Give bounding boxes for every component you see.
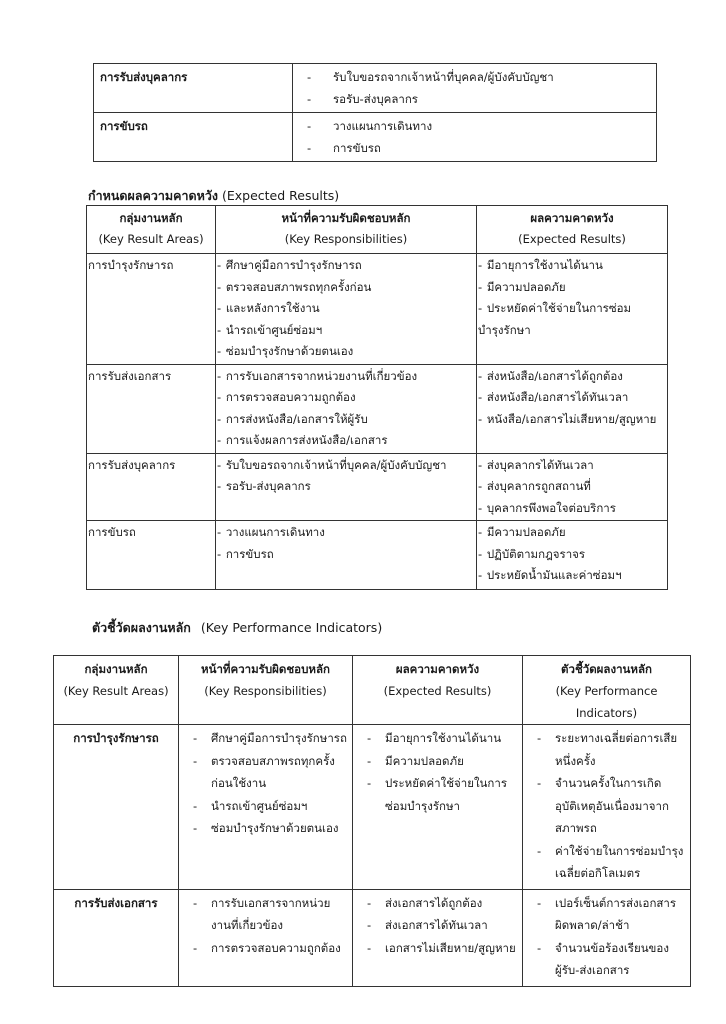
expected-results-cell <box>353 725 523 890</box>
list-item: - ค่าใช้จ่ายในการซ่อมบำรุงเฉลี่ยต่อกิโลเมตร <box>537 843 684 880</box>
list-item: - ส่งเอกสารได้ทันเวลา <box>367 918 488 932</box>
table-row <box>54 725 691 890</box>
list-item: - การแจ้งผลการส่งหนังสือ/เอกสาร <box>217 433 388 447</box>
responsibilities-cell <box>216 254 477 365</box>
list-item: - รอรับ-ส่งบุคลากร <box>217 479 311 493</box>
list-item: - ตรวจสอบสภาพรถทุกครั้งก่อนใช้งาน <box>193 753 335 790</box>
column-header-kpis: ตัวชี้วัดผลงานหลัก (Key Performance Indicators) <box>523 656 691 725</box>
kpi-cell <box>523 725 691 890</box>
responsibilities-cell <box>293 64 657 113</box>
list-item: - มีความปลอดภัย <box>367 753 464 768</box>
list-item: - วางแผนการเดินทาง <box>217 525 325 539</box>
expected-results-cell <box>353 889 523 986</box>
kpi-table <box>53 655 691 987</box>
list-item: - การขับรถ <box>217 546 274 561</box>
list-item: - ประหยัดค่าใช้จ่ายในการซ่อม <box>478 301 632 315</box>
kpi-cell <box>523 889 691 986</box>
expected-results-cell <box>477 453 668 521</box>
list-item: - ระยะทางเฉลี่ยต่อการเสียหนึ่งครั้ง <box>537 731 678 768</box>
table-row <box>87 521 668 590</box>
list-item: - ส่งหนังสือ/เอกสารได้ถูกต้อง <box>478 368 623 383</box>
list-item: - การตรวจสอบความถูกต้อง <box>217 390 356 404</box>
table-header-row <box>54 656 691 725</box>
list-item: - หนังสือ/เอกสารไม่เสียหาย/สูญหาย <box>478 411 657 426</box>
list-item: - ศึกษาคู่มือการบำรุงรักษารถ <box>217 258 362 272</box>
table-row <box>87 453 668 521</box>
column-header-expected-results: ผลความคาดหวัง (Expected Results) <box>353 656 523 725</box>
list-item: - และหลังการใช้งาน <box>217 301 320 315</box>
list-item: - ซ่อมบำรุงรักษาด้วยตนเอง <box>217 344 354 358</box>
responsibilities-cell <box>216 453 477 521</box>
list-item: - การส่งหนังสือ/เอกสารให้ผู้รับ <box>217 411 368 426</box>
responsibilities-cell <box>216 364 477 453</box>
list-item: - บุคลากรพึงพอใจต่อบริการ <box>478 500 616 515</box>
table-row <box>94 64 657 113</box>
expected-results-cell <box>477 254 668 365</box>
column-header-key-responsibilities: หน้าที่ความรับผิดชอบหลัก (Key Responsibilities) <box>216 206 477 254</box>
expected-results-cell <box>477 364 668 453</box>
key-result-area-cell: การบำรุงรักษารถ <box>54 725 179 890</box>
list-item: - ส่งบุคลากรได้ทันเวลา <box>478 457 594 472</box>
list-item: - ส่งบุคลากรถูกสถานที่ <box>478 479 591 493</box>
key-result-area-cell: การบำรุงรักษารถ <box>87 254 216 365</box>
list-item: - ส่งเอกสารได้ถูกต้อง <box>367 895 483 910</box>
table-row <box>87 254 668 365</box>
key-result-area-cell: การรับส่งบุคลากร <box>87 453 216 521</box>
list-item: - เอกสารไม่เสียหาย/สูญหาย <box>367 940 516 955</box>
list-item: - มีความปลอดภัย <box>478 279 566 294</box>
list-item: - การตรวจสอบความถูกต้อง <box>193 940 341 955</box>
list-item: - มีความปลอดภัย <box>478 525 566 539</box>
expected-results-cell <box>477 521 668 590</box>
table-row <box>87 364 668 453</box>
responsibilities-cell <box>293 113 657 162</box>
list-item: - การรับเอกสารจากหน่วยงานที่เกี่ยวข้อง <box>193 895 331 932</box>
key-result-area-cell: การรับส่งบุคลากร <box>94 64 293 113</box>
key-result-area-cell: การรับส่งเอกสาร <box>54 889 179 986</box>
list-item-continuation: บำรุงรักษา <box>478 322 531 337</box>
list-item: - นำรถเข้าศูนย์ซ่อมฯ <box>217 322 323 337</box>
key-result-area-cell: การรับส่งเอกสาร <box>87 364 216 453</box>
table-row <box>54 889 691 986</box>
table-header-row <box>87 206 668 254</box>
list-item: - มีอายุการใช้งานได้นาน <box>478 258 603 272</box>
continuation-table <box>93 63 657 162</box>
list-item: - รับใบขอรถจากเจ้าหน้าที่บุคคล/ผู้บังคับบัญชา <box>217 457 447 472</box>
list-item: - จำนวนข้อร้องเรียนของผู้รับ-ส่งเอกสาร <box>537 940 669 977</box>
key-result-area-cell: การขับรถ <box>87 521 216 590</box>
kpi-heading: ตัวชี้วัดผลงานหลัก (Key Performance Indicators) <box>92 620 383 635</box>
column-header-key-responsibilities: หน้าที่ความรับผิดชอบหลัก (Key Responsibilities) <box>179 656 353 725</box>
list-item: - การรับเอกสารจากหน่วยงานที่เกี่ยวข้อง <box>217 368 418 383</box>
list-item: - รับใบขอรถจากเจ้าหน้าที่บุคคล/ผู้บังคับบัญชา <box>307 70 554 84</box>
responsibilities-cell <box>179 889 353 986</box>
list-item: - วางแผนการเดินทาง <box>307 119 433 133</box>
responsibilities-cell <box>179 725 353 890</box>
list-item: - ตรวจสอบสภาพรถทุกครั้งก่อน <box>217 279 372 294</box>
list-item: - การขับรถ <box>307 141 381 155</box>
table-row <box>94 113 657 162</box>
expected-results-heading: กำหนดผลความคาดหวัง (Expected Results) <box>88 188 340 203</box>
list-item: - จำนวนครั้งในการเกิดอุบัติเหตุอันเนื่องมาจากสภาพรถ <box>537 776 669 835</box>
column-header-key-result-areas: กลุ่มงานหลัก (Key Result Areas) <box>54 656 179 725</box>
list-item: - ส่งหนังสือ/เอกสารได้ทันเวลา <box>478 390 629 404</box>
list-item: - ซ่อมบำรุงรักษาด้วยตนเอง <box>193 821 339 835</box>
list-item: - ประหยัดค่าใช้จ่ายในการซ่อมบำรุงรักษา <box>367 776 508 813</box>
list-item: - ศึกษาคู่มือการบำรุงรักษารถ <box>193 731 347 745</box>
expected-results-table <box>86 205 668 590</box>
column-header-expected-results: ผลความคาดหวัง (Expected Results) <box>477 206 668 254</box>
column-header-key-result-areas: กลุ่มงานหลัก (Key Result Areas) <box>87 206 216 254</box>
list-item: - นำรถเข้าศูนย์ซ่อมฯ <box>193 798 308 813</box>
list-item: - มีอายุการใช้งานได้นาน <box>367 731 502 745</box>
responsibilities-cell <box>216 521 477 590</box>
list-item: - ปฏิบัติตามกฎจราจร <box>478 546 586 561</box>
list-item: - รอรับ-ส่งบุคลากร <box>307 92 418 106</box>
list-item: - ประหยัดน้ำมันและค่าซ่อมฯ <box>478 568 622 582</box>
list-item: - เปอร์เซ็นต์การส่งเอกสารผิดพลาด/ล่าช้า <box>537 895 677 932</box>
key-result-area-cell: การขับรถ <box>94 113 293 162</box>
